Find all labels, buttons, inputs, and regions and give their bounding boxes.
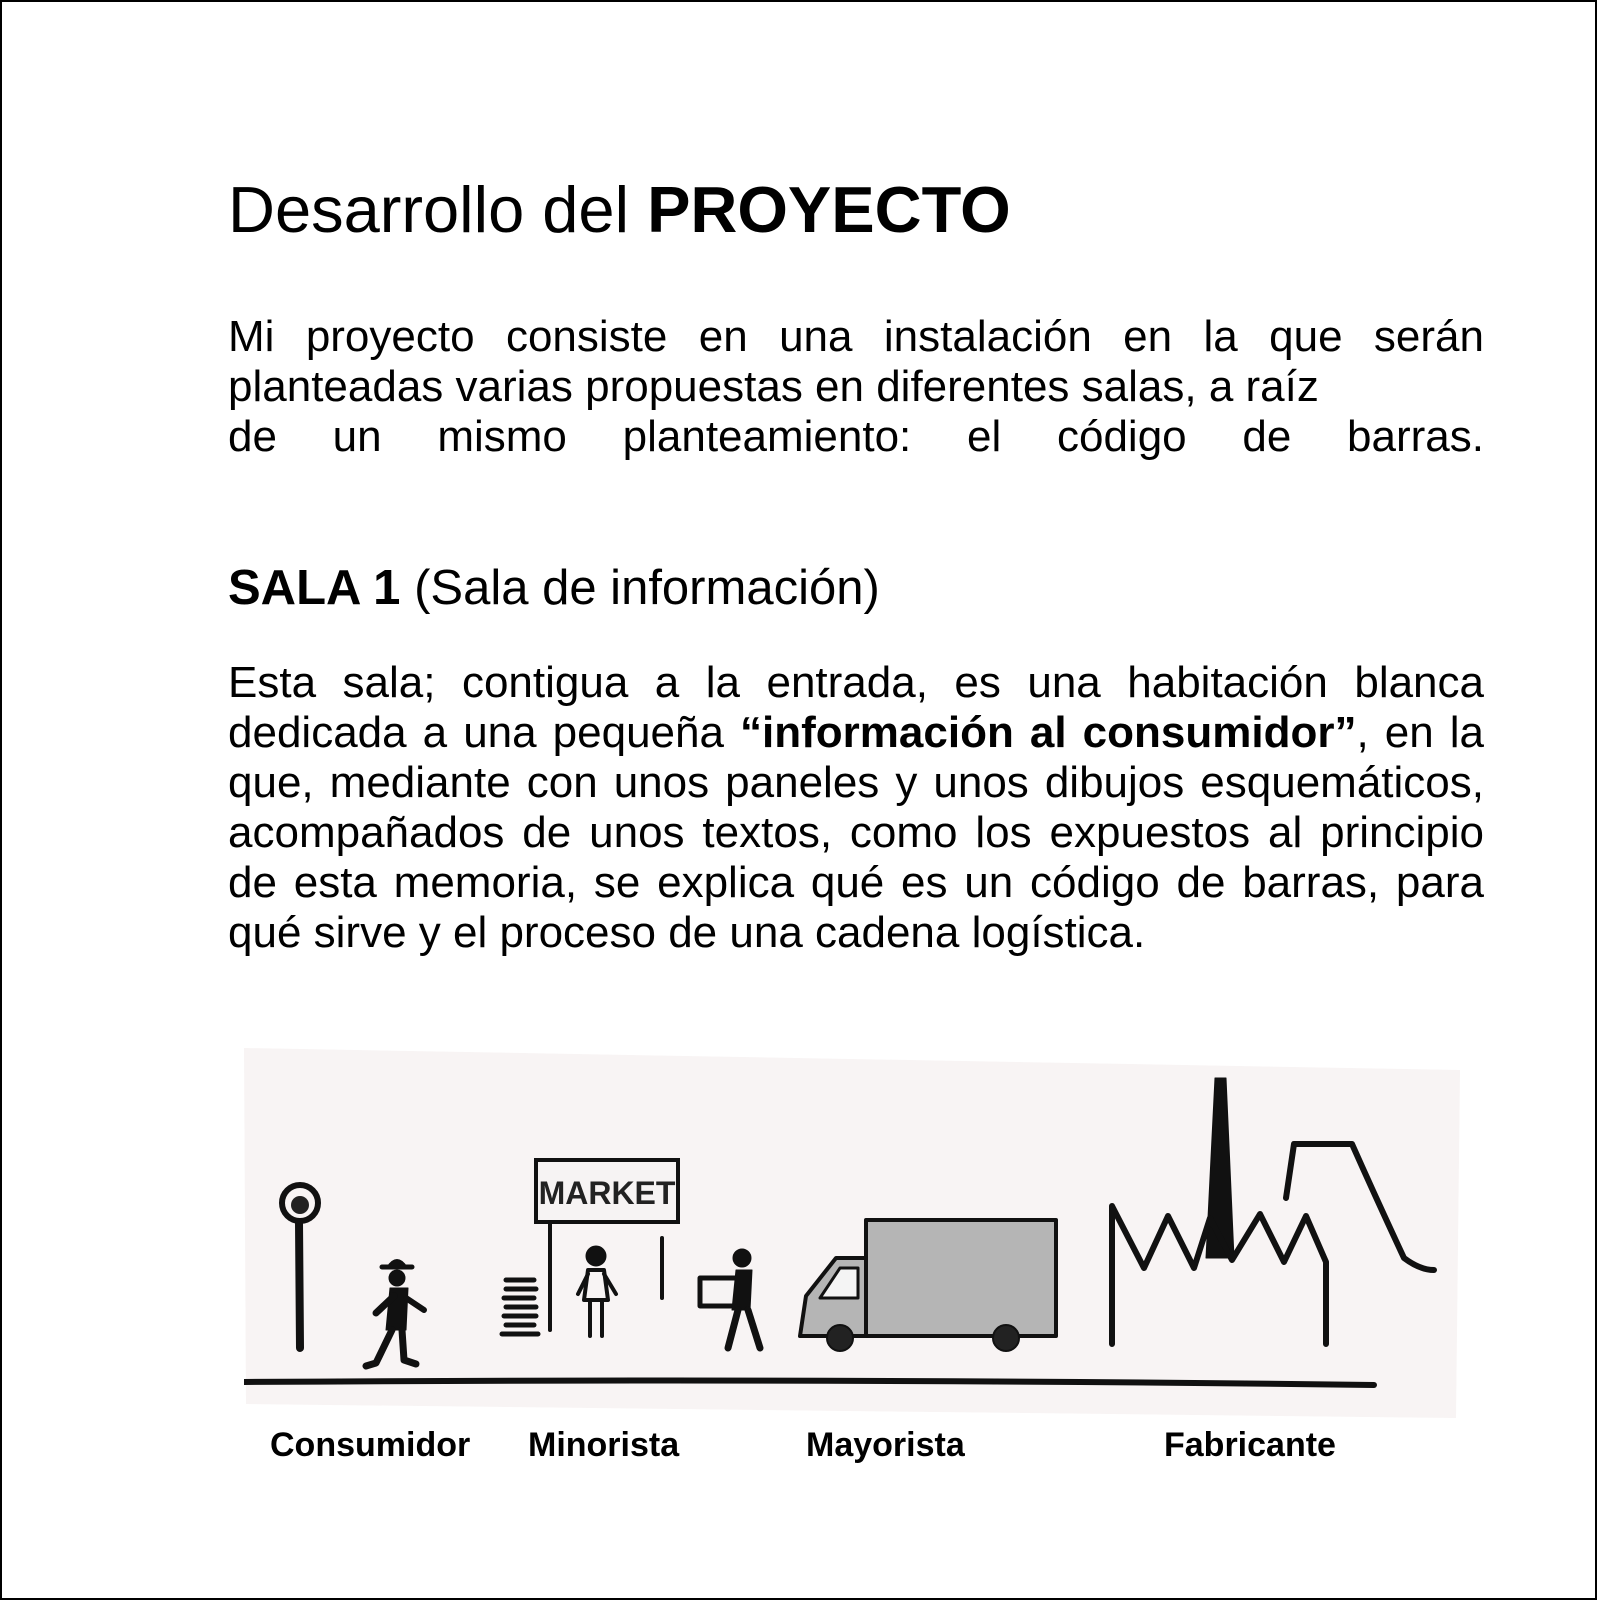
body-text-after: , en la que, mediante con unos paneles y unos dibujos esquemáticos, acompañados de unos textos, como los expuestos al principio de esta memoria, se explica qué es un código de barras, para qué sirve y el proceso de una cadena logística.: [228, 708, 1484, 957]
label-consumidor: Consumidor: [270, 1426, 471, 1464]
section-heading: [228, 558, 880, 618]
label-minorista: Minorista: [528, 1426, 680, 1464]
supply-chain-illustration: [244, 1048, 1464, 1430]
body-text-highlight: “información al consumidor”: [740, 708, 1357, 757]
stacked-boxes-icon: [502, 1280, 538, 1334]
title-light: Desarrollo del: [228, 173, 630, 246]
intro-last-line: de un mismo planteamiento: el código de barras.: [228, 412, 1484, 461]
label-fabricante: Fabricante: [1164, 1426, 1336, 1464]
title-bold: PROYECTO: [647, 173, 1011, 246]
intro-text: Mi proyecto consiste en una instalación en la que serán planteadas varias propuestas en diferentes salas, a raíz: [228, 312, 1484, 411]
illustration-background: [244, 1048, 1460, 1418]
body-text-before: Esta sala; contigua a la entrada, es una habitación blanca dedicada a una pequeña: [228, 658, 1484, 757]
section-heading-light: (Sala de información): [414, 561, 880, 615]
label-mayorista: Mayorista: [806, 1426, 965, 1464]
intro-paragraph: [228, 312, 1484, 462]
page-title: [228, 170, 1011, 250]
market-sign-text: MARKET: [538, 1175, 676, 1211]
section-heading-bold: SALA 1: [228, 561, 401, 615]
body-paragraph: [228, 658, 1484, 958]
